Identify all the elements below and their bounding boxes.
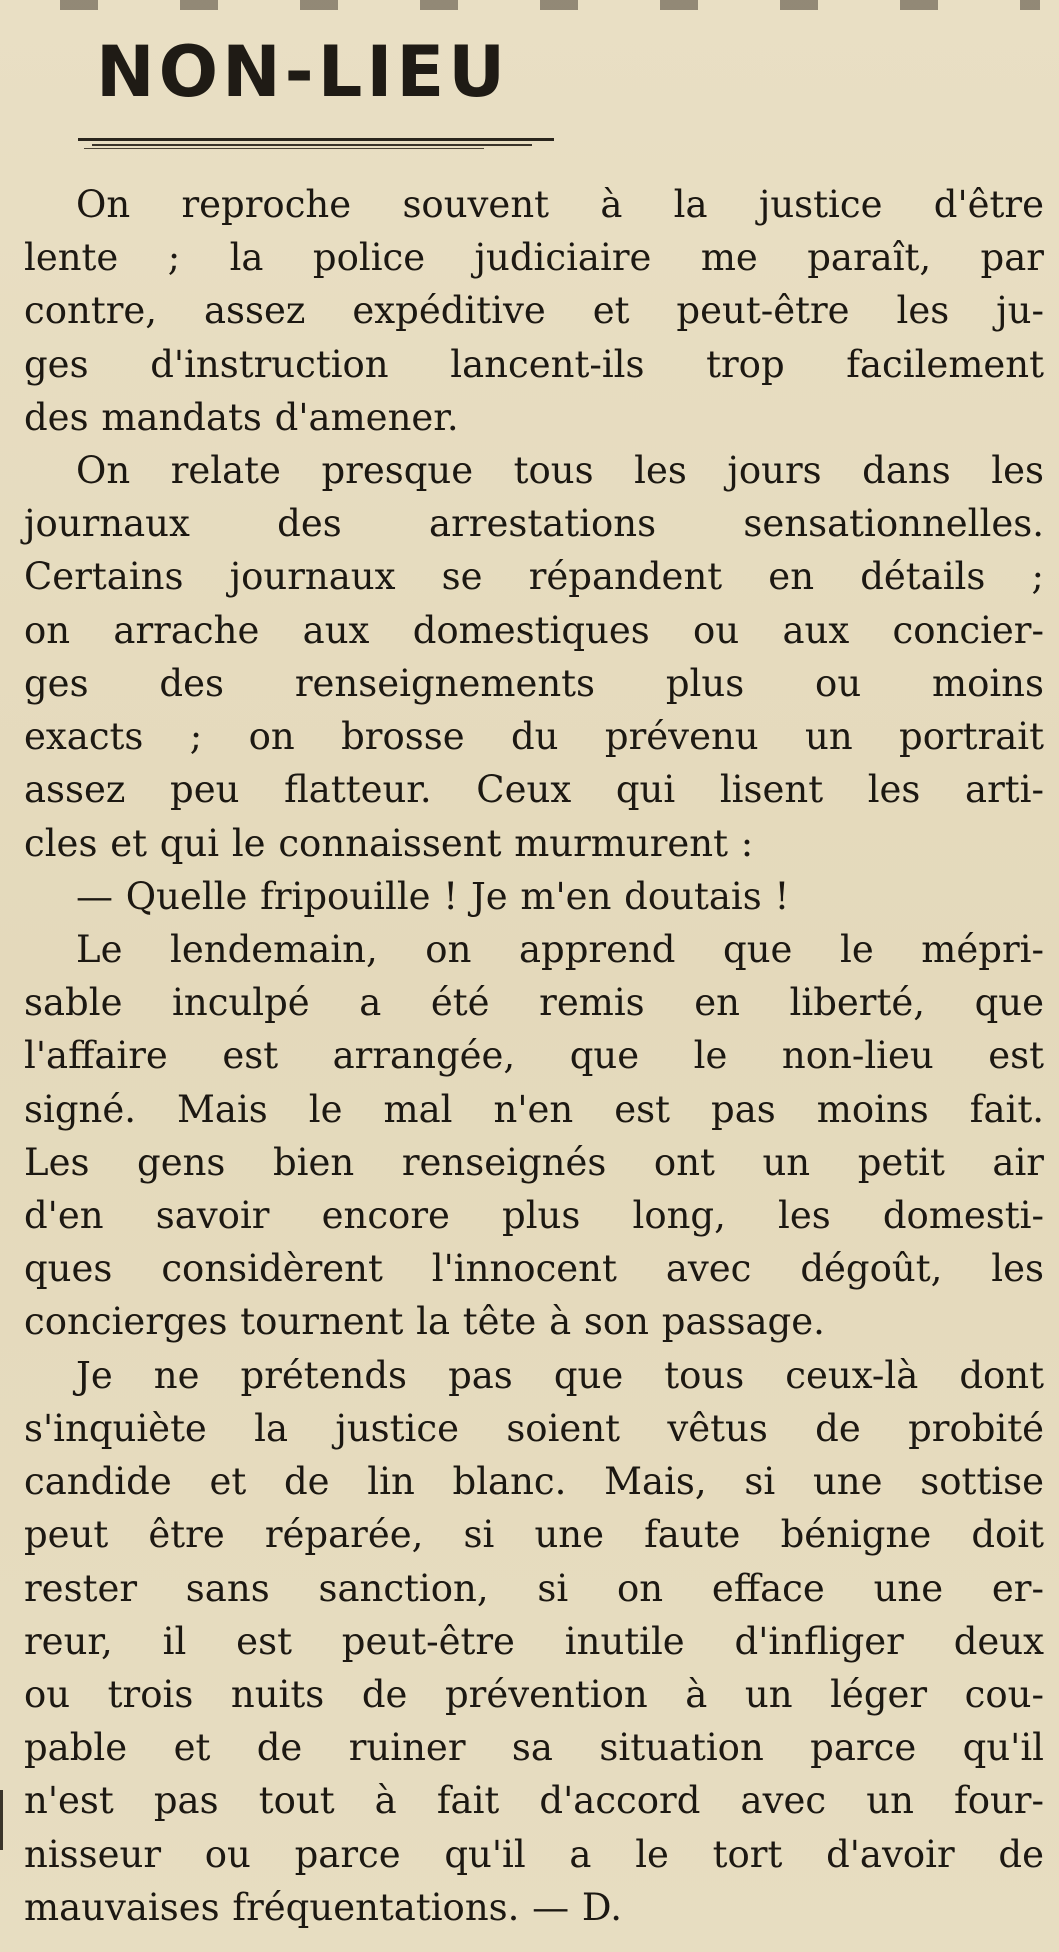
text-line-1: On reproche souvent à la justice d'être [76, 183, 1044, 226]
text-line-15: Le lendemain, on apprend que le mépri- [76, 928, 1044, 971]
text-line-31: n'est pas tout à fait d'accord avec un four- [24, 1779, 1044, 1822]
text-line-2: lente ; la police judiciaire me paraît, par [24, 236, 1044, 279]
text-line-5: des mandats d'amener. [24, 396, 459, 439]
text-line-24: s'inquiète la justice soient vêtus de probité [24, 1407, 1044, 1450]
text-line-33: mauvaises fréquentations. — D. [24, 1886, 623, 1929]
text-line-11: exacts ; on brosse du prévenu un portrait [24, 715, 1044, 758]
text-line-3: contre, assez expéditive et peut-être les ju- [24, 289, 1044, 332]
text-line-27: rester sans sanction, si on efface une er- [24, 1567, 1044, 1610]
text-line-17: l'affaire est arrangée, que le non-lieu est [24, 1034, 1044, 1077]
text-line-14: — Quelle fripouille ! Je m'en doutais ! [76, 875, 790, 918]
text-line-30: pable et de ruiner sa situation parce qu'il [24, 1726, 1044, 1769]
text-line-6: On relate presque tous les jours dans les [76, 449, 1044, 492]
title-rule [78, 136, 554, 152]
text-line-9: on arrache aux domestiques ou aux concier- [24, 609, 1044, 652]
text-line-20: d'en savoir encore plus long, les domesti- [24, 1194, 1044, 1237]
cropped-top-edge [60, 0, 1040, 10]
text-line-23: Je ne prétends pas que tous ceux-là dont [76, 1354, 1044, 1397]
text-line-8: Certains journaux se répandent en détails ; [24, 555, 1044, 598]
text-line-12: assez peu flatteur. Ceux qui lisent les arti- [24, 768, 1044, 811]
text-line-4: ges d'instruction lancent-ils trop facilement [24, 343, 1044, 386]
text-line-25: candide et de lin blanc. Mais, si une sottise [24, 1460, 1044, 1503]
column-edge-mark [0, 1790, 3, 1850]
text-line-13: cles et qui le connaissent murmurent : [24, 822, 754, 865]
text-line-29: ou trois nuits de prévention à un léger cou- [24, 1673, 1044, 1716]
article-title: NON-LIEU [96, 31, 510, 113]
text-line-7: journaux des arrestations sensationnelles. [24, 502, 1044, 545]
text-line-26: peut être réparée, si une faute bénigne doit [24, 1513, 1044, 1556]
text-line-32: nisseur ou parce qu'il a le tort d'avoir de [24, 1833, 1044, 1876]
text-line-16: sable inculpé a été remis en liberté, que [24, 981, 1044, 1024]
text-line-28: reur, il est peut-être inutile d'infliger deux [24, 1620, 1044, 1663]
text-line-18: signé. Mais le mal n'en est pas moins fait. [24, 1088, 1044, 1131]
text-line-22: concierges tournent la tête à son passage. [24, 1300, 825, 1343]
text-line-21: ques considèrent l'innocent avec dégoût, les [24, 1247, 1044, 1290]
text-line-19: Les gens bien renseignés ont un petit air [24, 1141, 1044, 1184]
text-line-10: ges des renseignements plus ou moins [24, 662, 1044, 705]
